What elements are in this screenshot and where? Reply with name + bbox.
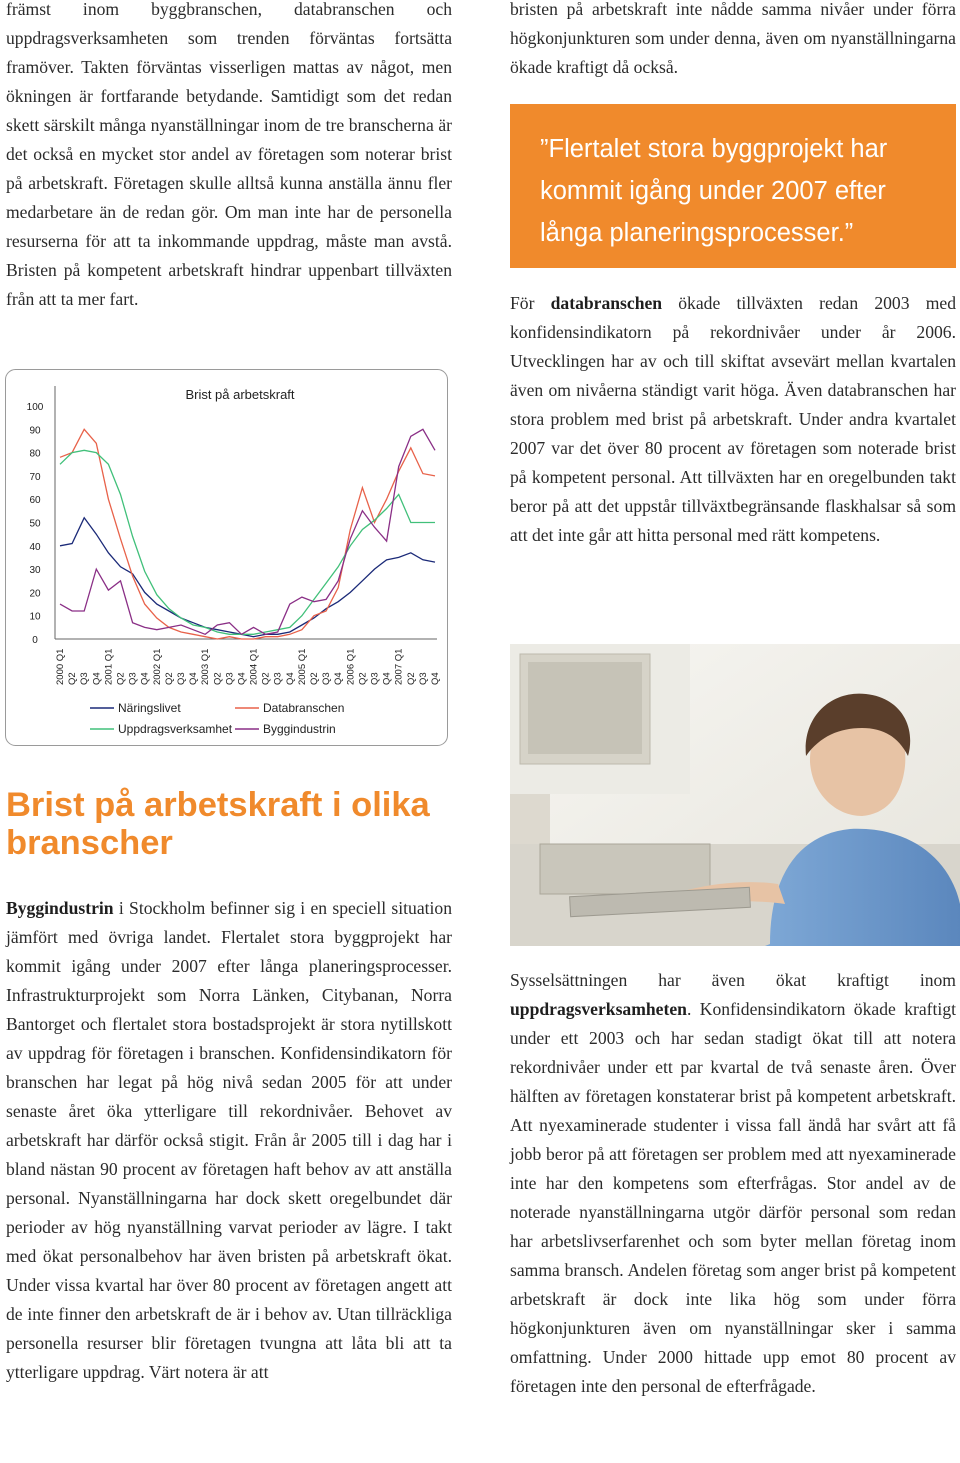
text-run: i Stockholm befinner sig i en speciell situation jämfört med övriga landet. Flertalet stora byggprojekt har kommit igång under 2007 efter långa planeringsprocesser. Infrastrukturprojekt som Norra Länken, Citybanan, Norra Bantorget och flertalet stora bostadsprojekt är stora nytillskott av uppdrag för företagen i branschen. Konfidensindikatorn för branschen har legat på hög nivå sedan 2005 för att under senaste året öka ytterligare till rekordnivåer. Behovet av arbetskraft har därför också stigit. Från år 2005 till i dag har i bland nästan 90 procent av företagen haft behov av att anställa personal. Nyanställningarna har dock skett oregelbundet där perioder av hög nyanställning varvat perioder av lägre. I takt med ökat personalbehov har även bristen på arbetskraft ökat. Under vissa kvartal har över 80 procent av företagen angett att de inte finner den arbetskraft de är i behov av. Utan tillräckliga personella resurser blir företagen tvungna att låta bli att ta ytterligare uppdrag. Värt notera är att xyxy=(6,898,452,1382)
x-tick-label: Q4 xyxy=(188,672,200,685)
paragraph xyxy=(6,894,452,1387)
x-tick-label: Q2 xyxy=(163,672,175,685)
body-text-left-top xyxy=(6,0,452,314)
bold-term: Byggindustrin xyxy=(6,898,114,918)
bold-term: uppdragsverksamheten xyxy=(510,999,687,1019)
x-tick-label: 2003 Q1 xyxy=(200,648,212,685)
y-tick-label: 20 xyxy=(29,588,41,600)
x-tick-label: Q3 xyxy=(417,672,429,685)
x-tick-label: Q2 xyxy=(357,672,369,685)
paragraph: främst inom byggbranschen, databranschen och uppdragsverksamheten som trenden förväntas fortsätta framöver. Takten förväntas visserligen mattas av något, men ökningen är fortfarande betydande. Samtidigt som det redan skett särskilt många nyanställningar inom de tre branscherna är det också en mycket stor andel av företagen som noterar brist på arbetskraft. Företagen skulle alltså kunna anställa ännu fler medarbetare än de redan gör. Om man inte har de personella resurserna för att ta inkommande uppdrag, måste man avstå. Bristen på kompetent arbetskraft hindrar uppenbart tillväxten från att ta mer fart. xyxy=(6,0,452,309)
x-tick-label: 2002 Q1 xyxy=(151,648,163,685)
chart-frame xyxy=(6,370,448,746)
x-tick-label: 2006 Q1 xyxy=(345,648,357,685)
x-tick-label: Q3 xyxy=(369,672,381,685)
y-tick-label: 50 xyxy=(29,518,41,530)
paragraph: bristen på arbetskraft inte nådde samma nivåer under förra högkonjunkturen som under denna, även om nyanställningarna ökade kraftigt då också. xyxy=(510,0,956,77)
paragraph xyxy=(510,966,956,1401)
article-title: Brist på arbetskraft i olika branscher xyxy=(6,786,430,862)
legend-label: Uppdragsverksamhet xyxy=(118,722,233,736)
x-tick-label: 2004 Q1 xyxy=(248,648,260,685)
text-run: Sysselsättningen har även ökat kraftigt inom xyxy=(510,970,956,990)
x-tick-label: Q3 xyxy=(321,672,333,685)
legend-label: Näringslivet xyxy=(118,701,181,715)
x-tick-label: 2007 Q1 xyxy=(393,648,405,685)
y-tick-label: 30 xyxy=(29,565,41,577)
x-tick-label: Q2 xyxy=(115,672,127,685)
legend-label: Databranschen xyxy=(263,701,345,715)
body-text-right-top xyxy=(510,0,956,82)
chart-title: Brist på arbetskraft xyxy=(185,387,295,402)
x-tick-label: Q2 xyxy=(260,672,272,685)
body-text-right-mid xyxy=(510,289,956,550)
x-tick-label: 2000 Q1 xyxy=(55,648,66,685)
x-tick-label: Q4 xyxy=(236,672,248,685)
x-tick-label: Q3 xyxy=(224,672,236,685)
x-tick-label: Q4 xyxy=(333,672,345,685)
x-tick-label: Q2 xyxy=(67,672,79,685)
x-tick-label: Q3 xyxy=(175,672,187,685)
x-tick-label: 2005 Q1 xyxy=(296,648,308,685)
x-tick-label: Q3 xyxy=(79,672,91,685)
y-tick-label: 80 xyxy=(29,448,41,460)
line-chart xyxy=(5,369,448,746)
text-run: ökade tillväxten redan 2003 med konfidensindikatorn på rekordnivåer under år 2006. Utvecklingen har av och till skiftat avsevärt mellan kvartalen även om nivåerna ständigt varit höga. Även databranschen har stora problem med brist på arbetskraft. Under andra kvartalet 2007 var det över 80 procent av företagen som noterade brist på kompetent personal. Att tillväxten har en oregelbunden takt beror på att det uppstår tillväxtbegränsande flaskhalsar så som att det inte går att hitta personal med rätt kompetens. xyxy=(510,293,956,545)
text-run: För xyxy=(510,293,551,313)
x-tick-label: Q2 xyxy=(405,672,417,685)
legend-label: Byggindustrin xyxy=(263,722,336,736)
x-tick-label: Q4 xyxy=(381,672,393,685)
x-tick-label: Q2 xyxy=(309,672,321,685)
x-tick-label: Q4 xyxy=(139,672,151,685)
y-tick-label: 0 xyxy=(32,635,38,646)
y-tick-label: 60 xyxy=(29,495,41,507)
text-run: . Konfidensindikatorn ökade kraftigt under ett 2003 och har sedan stadigt ökat till att notera rekordnivåer under ett par kvartal de två senaste åren. Över hälften av företagen konstaterar brist på kompetent arbetskraft. Att nyexaminerade studenter i vissa fall ändå har svårt att få jobb beror på att företagen ser problem med att nyexaminerade inte har den kompetens som efterfrågas. Stor andel av de noterade nyanställningarna utgör därför personal som redan har arbetslivserfarenhet och som byter mellan företag inom samma bransch. Andelen företag som anger brist på kompetent arbetskraft är dock inte lika hög som under förra högkonjunkturen även om nyanställningar sker i samma omfattning. Under 2000 hittade upp emot 80 procent av företagen inte den personal de efterfrågade. xyxy=(510,999,956,1396)
y-tick-label: 90 xyxy=(29,425,41,437)
x-tick-label: Q2 xyxy=(212,672,224,685)
pull-quote-text: ”Flertalet stora byggprojekt har kommit igång under 2007 efter långa planeringsprocesser.” xyxy=(540,135,888,247)
bold-term: databranschen xyxy=(550,293,663,313)
pull-quote-box xyxy=(510,104,956,268)
y-tick-label: 70 xyxy=(29,471,41,483)
paragraph xyxy=(510,289,956,550)
body-text-left-bottom xyxy=(6,894,452,1387)
y-tick-label: 10 xyxy=(29,611,41,623)
x-tick-label: Q3 xyxy=(127,672,139,685)
y-tick-label: 100 xyxy=(26,402,44,413)
person-at-computer-photo xyxy=(510,644,960,946)
x-tick-label: Q3 xyxy=(272,672,284,685)
x-tick-label: Q4 xyxy=(284,672,296,685)
y-tick-label: 40 xyxy=(29,541,41,553)
x-tick-label: Q4 xyxy=(430,672,441,685)
x-tick-label: Q4 xyxy=(91,672,103,685)
body-text-right-bottom xyxy=(510,966,956,1401)
x-tick-label: 2001 Q1 xyxy=(103,648,115,685)
